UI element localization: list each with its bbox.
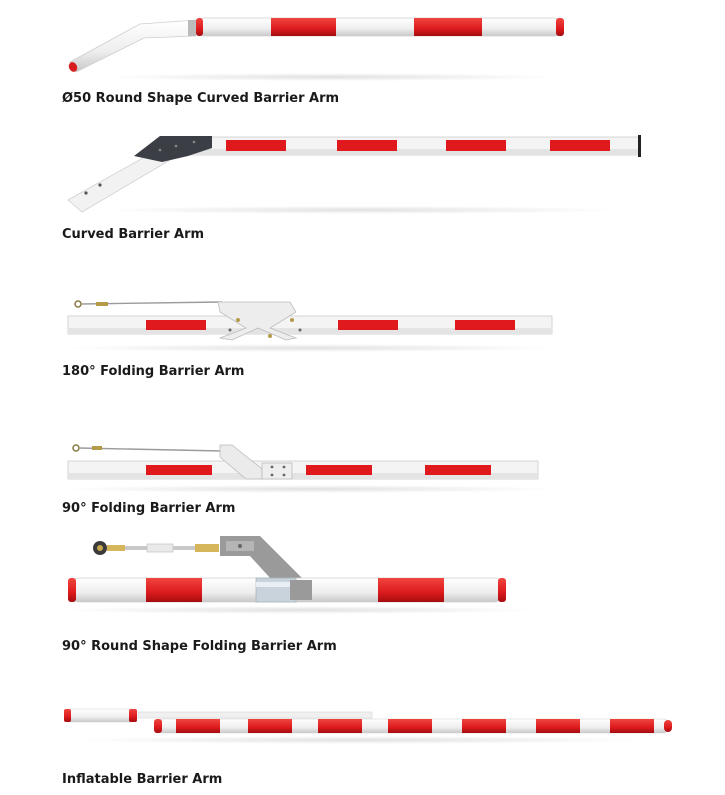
- curved-barrier-arm-image: [0, 120, 725, 230]
- product-caption-90-round-folding: 90° Round Shape Folding Barrier Arm: [62, 639, 337, 654]
- round-folding-90-barrier-arm-image: [0, 530, 725, 620]
- round-curved-barrier-arm-image: [0, 0, 725, 95]
- product-caption-inflatable: Inflatable Barrier Arm: [62, 772, 223, 787]
- inflatable-barrier-arm-image: [0, 700, 725, 760]
- product-caption-curved: Curved Barrier Arm: [62, 227, 205, 242]
- product-caption-180-folding: 180° Folding Barrier Arm: [62, 364, 245, 379]
- product-caption-90-folding: 90° Folding Barrier Arm: [62, 501, 236, 516]
- folding-180-barrier-arm-image: [0, 290, 725, 370]
- product-caption-round-curved: Ø50 Round Shape Curved Barrier Arm: [62, 91, 340, 106]
